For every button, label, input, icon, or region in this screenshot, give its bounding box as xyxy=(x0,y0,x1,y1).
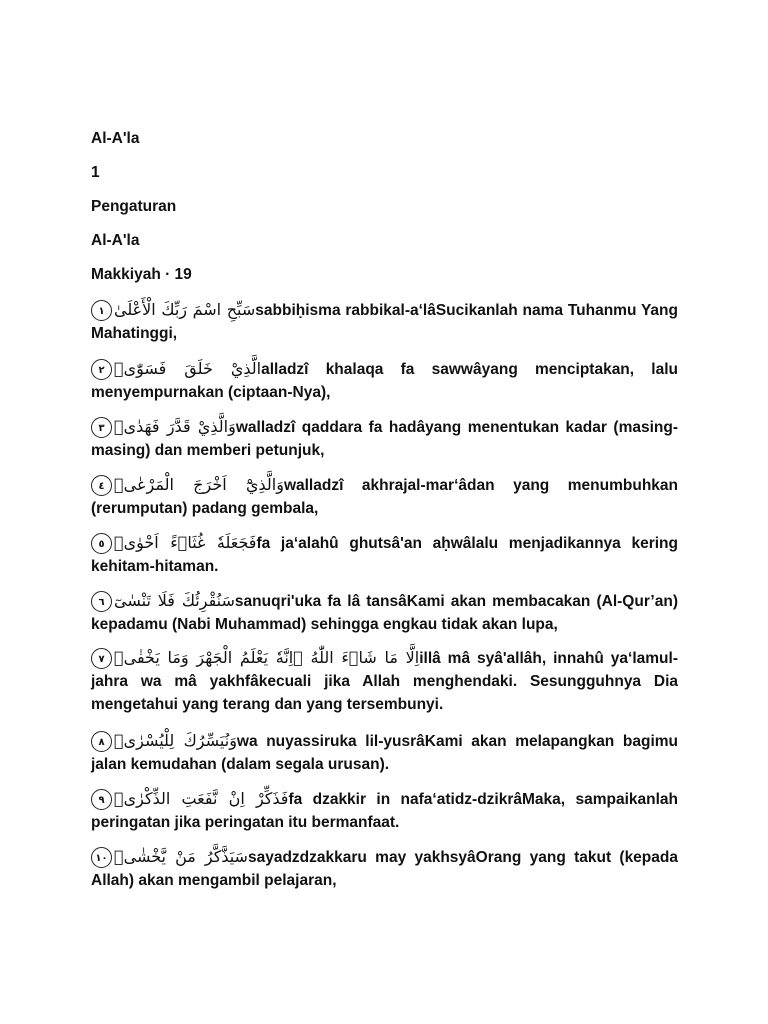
verse-translation: Sucikanlah nama Tuhanmu Yang Mahatinggi, xyxy=(91,302,678,342)
verse-number-badge: ٦ xyxy=(91,591,112,612)
verse-number-badge: ١٠ xyxy=(91,847,112,868)
verse-translation: Kami akan membacakan (Al-Qur’an) kepadamu (Nabi Muhammad) sehingga engkau tidak akan lupa, xyxy=(91,593,678,633)
verse-5 xyxy=(91,531,678,578)
verse-translation: lalu menjadikannya kering kehitam-hitaman. xyxy=(91,535,678,575)
verse-arabic: سَيَذَّكَّرُ مَنْ يَّخْشٰىۙ xyxy=(114,847,248,866)
surah-title: Al-A'la xyxy=(91,130,140,147)
verse-latin: illâ mâ syâ'allâh, innahû ya‘lamul-jahra wa mâ yakhfâ xyxy=(91,650,678,690)
verse-latin: alladzî khalaqa fa sawwâ xyxy=(261,361,482,378)
verse-7 xyxy=(91,646,678,716)
verse-translation: Kami akan melapangkan bagimu jalan kemudahan (dalam segala urusan). xyxy=(91,733,679,773)
verse-latin: fa dzakkir in nafa‘atidz-dzikrâ xyxy=(288,791,522,808)
surah-subtitle: Pengaturan xyxy=(91,198,177,215)
verse-latin: sayadzdzakkaru may yakhsyâ xyxy=(247,849,476,866)
verse-arabic: اِلَّا مَا شَاۤءَ اللّٰهُ ۗاِنَّهٗ يَعْلَمُ الْجَهْرَ وَمَا يَخْفٰىۗ xyxy=(114,648,420,667)
verse-2 xyxy=(91,357,678,404)
verse-number-badge: ٧ xyxy=(91,648,112,669)
verse-arabic: فَجَعَلَهٗ غُثَاۤءً اَحْوٰىۖ xyxy=(114,533,257,552)
verse-translation: yang menentukan kadar (masing-masing) dan memberi petunjuk, xyxy=(91,419,678,459)
verse-6 xyxy=(91,589,678,636)
verse-8 xyxy=(91,729,678,776)
verse-latin: walladzî akhrajal-mar‘â xyxy=(283,477,468,494)
verse-arabic: وَنُيَسِّرُكَ لِلْيُسْرٰىۖ xyxy=(114,731,237,750)
verse-arabic: سَبِّحِ اسْمَ رَبِّكَ الْأَعْلَىٰ xyxy=(114,300,256,319)
verse-number-badge: ٢ xyxy=(91,359,112,380)
verse-translation: Maka, sampaikanlah peringatan jika peringatan itu bermanfaat. xyxy=(91,791,678,831)
verse-arabic: فَذَكِّرْ اِنْ نَّفَعَتِ الذِّكْرٰىۗ xyxy=(114,789,289,808)
verse-3 xyxy=(91,415,678,462)
verse-translation: yang menciptakan, lalu menyempurnakan (ciptaan-Nya), xyxy=(91,361,679,401)
verse-9 xyxy=(91,787,678,834)
verse-number-badge: ٣ xyxy=(91,417,112,438)
verse-number-badge: ٨ xyxy=(91,731,112,752)
verse-arabic: الَّذِيْ خَلَقَ فَسَوّٰىۖ xyxy=(114,359,262,378)
verse-number-badge: ٩ xyxy=(91,789,112,810)
verse-4 xyxy=(91,473,678,520)
verse-number-badge: ٥ xyxy=(91,533,112,554)
verse-10 xyxy=(91,845,678,892)
verse-translation: Orang yang takut (kepada Allah) akan mengambil pelajaran, xyxy=(91,849,678,889)
verse-1 xyxy=(91,298,678,345)
verse-number-badge: ١ xyxy=(91,300,112,321)
revelation-info: Makkiyah · 19 xyxy=(91,266,192,283)
verse-latin: wa nuyassiruka lil-yusrâ xyxy=(236,733,425,750)
verse-latin: sanuqri'uka fa lâ tansâ xyxy=(234,593,407,610)
verse-translation: dan yang menumbuhkan (rerumputan) padang gembala, xyxy=(91,477,679,517)
verse-latin: sabbiḥisma rabbikal-a‘lâ xyxy=(255,302,436,319)
verse-arabic: وَالَّذِيْٓ اَخْرَجَ الْمَرْعٰىۖ xyxy=(114,475,284,494)
surah-title-secondary: Al-A'la xyxy=(91,232,140,249)
chapter-number: 1 xyxy=(91,164,100,181)
verse-latin: fa ja‘alahû ghutsâ'an aḥwâ xyxy=(256,535,472,552)
verse-number-badge: ٤ xyxy=(91,475,112,496)
verse-arabic: وَالَّذِيْ قَدَّرَ فَهَدٰىۖ xyxy=(114,417,236,436)
verse-arabic: سَنُقْرِئُكَ فَلَا تَنْسٰىٓ xyxy=(114,591,235,610)
verse-latin: walladzî qaddara fa hadâ xyxy=(235,419,426,436)
verse-translation: kecuali jika Allah menghendaki. Sesungguhnya Dia mengetahui yang terang dan yang tersembunyi. xyxy=(91,673,678,713)
